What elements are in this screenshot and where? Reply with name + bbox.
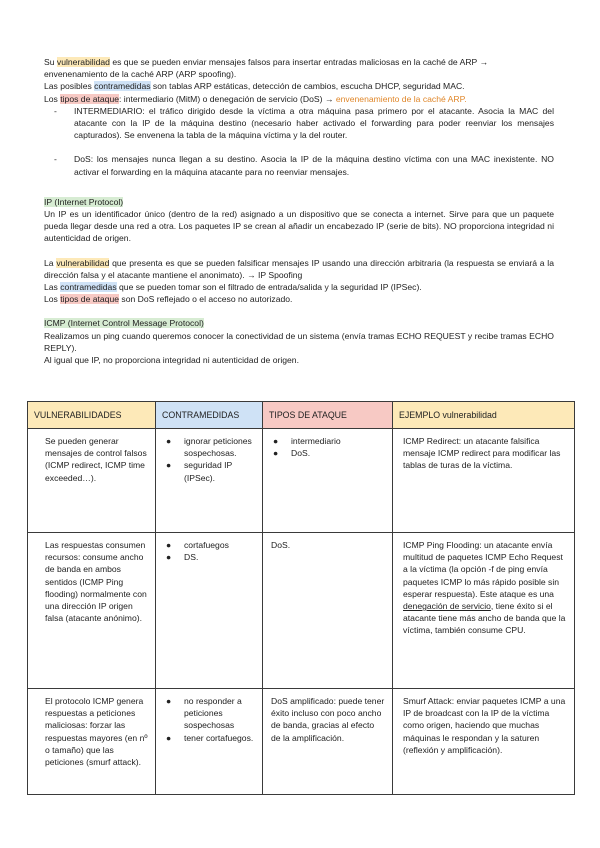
cell-vulnerability: El protocolo ICMP genera respuestas a peticiones maliciosas: forzar las respuestas mayores (en nº o tamaño) que las peticiones (smurf attack). xyxy=(28,689,156,795)
arp-countermeasures-line: Las posibles contramedidas son tablas ARP estáticas, detección de cambios, escucha DHCP, seguridad MAC. xyxy=(44,81,465,92)
table-row xyxy=(28,533,575,689)
cell-vulnerability: Se pueden generar mensajes de control falsos (ICMP redirect, ICMP time exceeded…). xyxy=(28,429,156,533)
table-row xyxy=(28,689,575,795)
list-item: ● no responder a peticiones sospechosas xyxy=(166,696,242,731)
list-item: ● seguridad IP (IPSec). xyxy=(166,460,233,483)
document-body xyxy=(44,56,554,366)
ip-description: Un IP es un identificador único (dentro de la red) asignado a un dispositivo que se conecta a internet. Sirve para que un paquete pueda llegar desde una red a otra. Los paquetes IP se crean al añadir un encabezado IP (serie de bits). NO proporciona integridad ni autenticidad de origen. xyxy=(44,209,554,244)
arp-bullet-intermediario: - INTERMEDIARIO: el tráfico dirigido desde la víctima a otra máquina pasa primero por el atacante. Asocia la MAC del atacante con la IP de la máquina destino (necesario haber activado el forwarding para poder reenviar los mensajes capturados). Se envenena la tabla de la máquina víctima y la del router. xyxy=(54,105,554,141)
cell-countermeasures xyxy=(156,689,263,795)
header-tipos-de-ataque: TIPOS DE ATAQUE xyxy=(263,402,393,429)
arp-vulnerability-line-2: envenenamiento de la caché ARP (ARP spoofing). xyxy=(44,69,237,80)
cell-vulnerability: Las respuestas consumen recursos: consume ancho de banda en ambos sentidos (ICMP Ping flooding) normalmente con una dirección IP origen falsa (atacante anónimo). xyxy=(28,533,156,689)
cell-attack-types: DoS. xyxy=(263,533,393,689)
arp-attack-types-line: Los tipos de ataque: intermediario (MitM) o denegación de servicio (DoS) → envenenamiento de la caché ARP. xyxy=(44,93,467,104)
list-item: ● cortafuegos xyxy=(166,540,229,550)
cell-attack-types: DoS amplificado: puede tener éxito incluso con poco ancho de banda, gracias al efecto de la amplificación. xyxy=(263,689,393,795)
list-item: ● DoS. xyxy=(273,448,311,459)
list-item: ● tener cortafuegos. xyxy=(166,732,254,743)
cell-attack-types xyxy=(263,429,393,533)
list-item: ● DS. xyxy=(166,552,199,563)
icmp-heading: ICMP (Internet Control Message Protocol) xyxy=(44,318,204,329)
header-vulnerabilidades: VULNERABILIDADES xyxy=(28,402,156,429)
icmp-description: Realizamos un ping cuando queremos conocer la conectividad de un sistema (envía tramas ECHO REQUEST y recibe tramas ECHO REPLY). xyxy=(44,330,554,353)
cell-example: ICMP Redirect: un atacante falsifica mensaje ICMP redirect para modificar las tablas de turas de la víctima. xyxy=(393,429,575,533)
table-row xyxy=(28,429,575,533)
ip-vulnerability: La vulnerabilidad que presenta es que se pueden falsificar mensajes IP usando una dirección arbitraria (la respuesta se enviará a la dirección falsa y el atacante mantiene el anonimato). → IP Spoofing xyxy=(44,257,554,280)
ip-attack-types: Los tipos de ataque son DoS reflejado o el acceso no autorizado. xyxy=(44,294,293,305)
list-item: ● ignorar peticiones sospechosas. xyxy=(166,436,252,459)
cell-example: ICMP Ping Flooding: un atacante envía multitud de paquetes ICMP Echo Request a la víctima (la opción -f de ping envía paquetes ICMP lo más rápido posible sin esperar respuesta). Este ataque es una denegación de servicio, tiene éxito si el atacante tiene más ancho de banda que la víctima, también consume CPU. xyxy=(393,533,575,689)
table-header-row xyxy=(28,402,575,429)
icmp-vulnerabilities-table xyxy=(27,401,575,795)
cell-example: Smurf Attack: enviar paquetes ICMP a una IP de broadcast con la IP de la víctima como origen, haciendo que muchas máquinas le respondan y la saturen (reflexión y amplificación). xyxy=(393,689,575,795)
cell-countermeasures xyxy=(156,429,263,533)
icmp-integrity-note: Al igual que IP, no proporciona integridad ni autenticidad de origen. xyxy=(44,355,299,366)
list-item: ● intermediario xyxy=(273,436,341,446)
arp-vulnerability-line: Su vulnerabilidad es que se pueden enviar mensajes falsos para insertar entradas maliciosas en la caché de ARP → xyxy=(44,57,489,67)
header-contramedidas: CONTRAMEDIDAS xyxy=(156,402,263,429)
ip-heading: IP (Internet Protocol) xyxy=(44,196,124,207)
header-ejemplo: EJEMPLO vulnerabilidad xyxy=(393,402,575,429)
cell-countermeasures xyxy=(156,533,263,689)
arp-bullet-dos: - DoS: los mensajes nunca llegan a su destino. Asocia la IP de la máquina destino víctima con una MAC inexistente. NO activar el forwarding en la máquina atacante para no reenviar mensajes. xyxy=(54,154,554,177)
ip-countermeasures: Las contramedidas que se pueden tomar son el filtrado de entrada/salida y la seguridad IP (IPSec). xyxy=(44,282,422,293)
